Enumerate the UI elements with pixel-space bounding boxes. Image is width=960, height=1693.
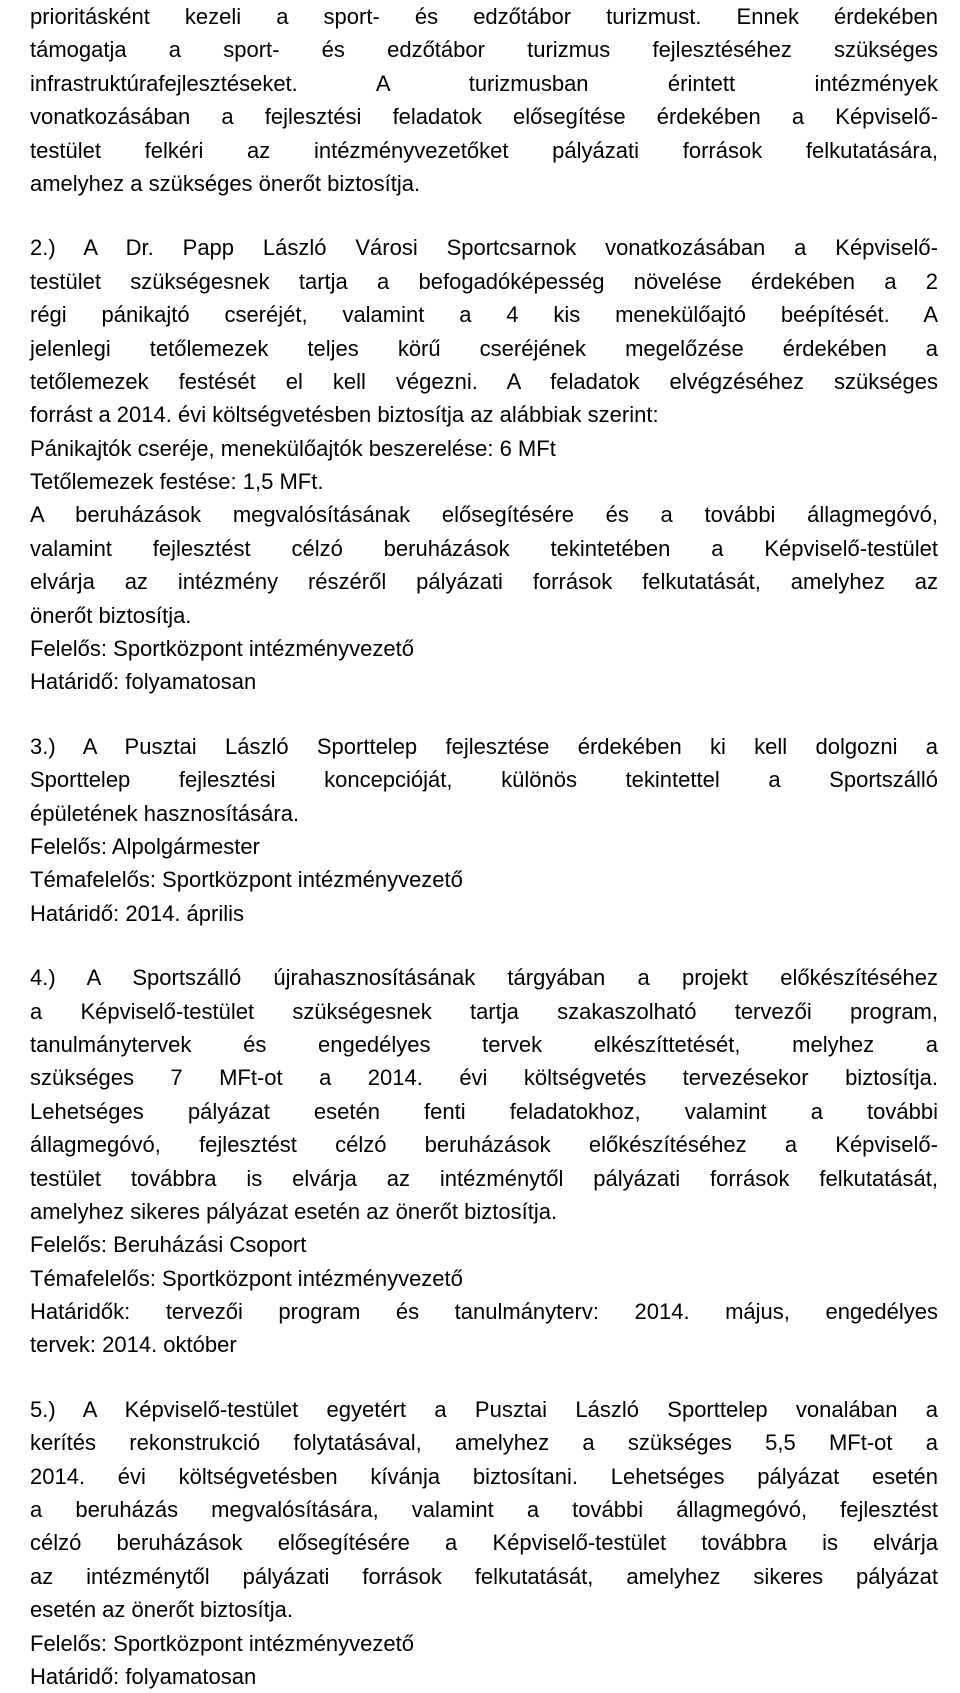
deadline-line: Határidő: folyamatosan [30, 669, 257, 695]
text-line: A beruházások megvalósításának elősegítésére és a további állagmegóvó, [30, 502, 938, 528]
responsible-line: Felelős: Sportközpont intézményvezető [30, 1630, 414, 1656]
text-line: forrást a 2014. évi költségvetésben biztosítja az alábbiak szerint: [30, 402, 659, 428]
text-line: amelyhez sikeres pályázat esetén az önerőt biztosítja. [30, 1198, 558, 1224]
text-line: 2.) A Dr. Papp László Városi Sportcsarnok vonatkozásában a Képviselő- [30, 235, 938, 261]
section-2 [30, 231, 938, 698]
text-line: Sporttelep fejlesztési koncepcióját, különös tekintettel a Sportszálló [30, 767, 938, 793]
deadline-line: Határidők: tervezői program és tanulmányterv: 2014. május, engedélyes [30, 1299, 938, 1325]
text-line: amelyhez a szükséges önerőt biztosítja. [30, 170, 421, 196]
text-line: 5.) A Képviselő-testület egyetért a Pusztai László Sporttelep vonalában a [30, 1396, 938, 1422]
text-line: esetén az önerőt biztosítja. [30, 1597, 293, 1623]
text-line: önerőt biztosítja. [30, 602, 192, 628]
responsible-line: Felelős: Sportközpont intézményvezető [30, 636, 414, 662]
responsible-line: Felelős: Beruházási Csoport [30, 1232, 307, 1258]
text-line: testület szükségesnek tartja a befogadóképesség növelése érdekében a 2 [30, 268, 938, 294]
cost-item: Tetőlemezek festése: 1,5 MFt. [30, 469, 324, 495]
text-line: 2014. évi költségvetésben kívánja biztosítani. Lehetséges pályázat esetén [30, 1463, 938, 1489]
text-line: épületének hasznosítására. [30, 800, 300, 826]
text-line: a Képviselő-testület szükségesnek tartja szakaszolható tervezői program, [30, 998, 938, 1024]
text-line: infrastruktúrafejlesztéseket. A turizmusban érintett intézmények [30, 70, 938, 96]
text-line: szükséges 7 MFt-ot a 2014. évi költségvetés tervezésekor biztosítja. [30, 1065, 938, 1091]
text-line: valamint fejlesztést célzó beruházások tekintetében a Képviselő-testület [30, 535, 938, 561]
text-line: a beruházás megvalósítására, valamint a további állagmegóvó, fejlesztést [30, 1497, 938, 1523]
text-line: régi pánikajtó cseréjét, valamint a 4 kis menekülőajtó beépítését. A [30, 302, 938, 328]
section-5 [30, 1393, 938, 1693]
text-line: tanulmánytervek és engedélyes tervek elkészíttetését, melyhez a [30, 1031, 938, 1057]
text-line: testület továbbra is elvárja az intézménytől pályázati források felkutatását, [30, 1165, 938, 1191]
text-line: vonatkozásában a fejlesztési feladatok elősegítése érdekében a Képviselő- [30, 104, 938, 130]
text-line: célzó beruházások elősegítésére a Képviselő-testület továbbra is elvárja [30, 1530, 938, 1556]
text-line: állagmegóvó, fejlesztést célzó beruházások előkészítéséhez a Képviselő- [30, 1132, 938, 1158]
deadline-line: Határidő: folyamatosan [30, 1663, 257, 1689]
responsible-line: Felelős: Alpolgármester [30, 833, 260, 859]
text-line: elvárja az intézmény részéről pályázati források felkutatását, amelyhez az [30, 569, 938, 595]
text-line: Lehetséges pályázat esetén fenti feladatokhoz, valamint a további [30, 1098, 938, 1124]
paragraph-gap [30, 200, 938, 231]
paragraph-gap [30, 930, 938, 961]
paragraph-gap [30, 1362, 938, 1393]
text-line: kerítés rekonstrukció folytatásával, amelyhez a szükséges 5,5 MFt-ot a [30, 1430, 938, 1456]
section-3 [30, 730, 938, 930]
paragraph-gap [30, 699, 938, 730]
text-line: testület felkéri az intézményvezetőket pályázati források felkutatására, [30, 137, 938, 163]
deadline-line: Határidő: 2014. április [30, 900, 245, 926]
cost-item: Pánikajtók cseréje, menekülőajtók beszerelése: 6 MFt [30, 435, 556, 461]
text-line: 3.) A Pusztai László Sporttelep fejlesztése érdekében ki kell dolgozni a [30, 733, 938, 759]
text-line: az intézménytől pályázati források felkutatását, amelyhez sikeres pályázat [30, 1563, 938, 1589]
intro-paragraph [30, 0, 938, 200]
text-line: 4.) A Sportszálló újrahasznosításának tárgyában a projekt előkészítéséhez [30, 965, 938, 991]
section-4 [30, 961, 938, 1362]
text-line: jelenlegi tetőlemezek teljes körű cseréjének megelőzése érdekében a [30, 335, 938, 361]
text-line: támogatja a sport- és edzőtábor turizmus fejlesztéséhez szükséges [30, 37, 938, 63]
topic-responsible-line: Témafelelős: Sportközpont intézményvezető [30, 867, 463, 893]
text-line: tetőlemezek festését el kell végezni. A feladatok elvégzéséhez szükséges [30, 368, 938, 394]
text-line: prioritásként kezeli a sport- és edzőtábor turizmust. Ennek érdekében [30, 4, 938, 29]
deadline-line: tervek: 2014. október [30, 1332, 237, 1358]
topic-responsible-line: Témafelelős: Sportközpont intézményvezető [30, 1265, 463, 1291]
